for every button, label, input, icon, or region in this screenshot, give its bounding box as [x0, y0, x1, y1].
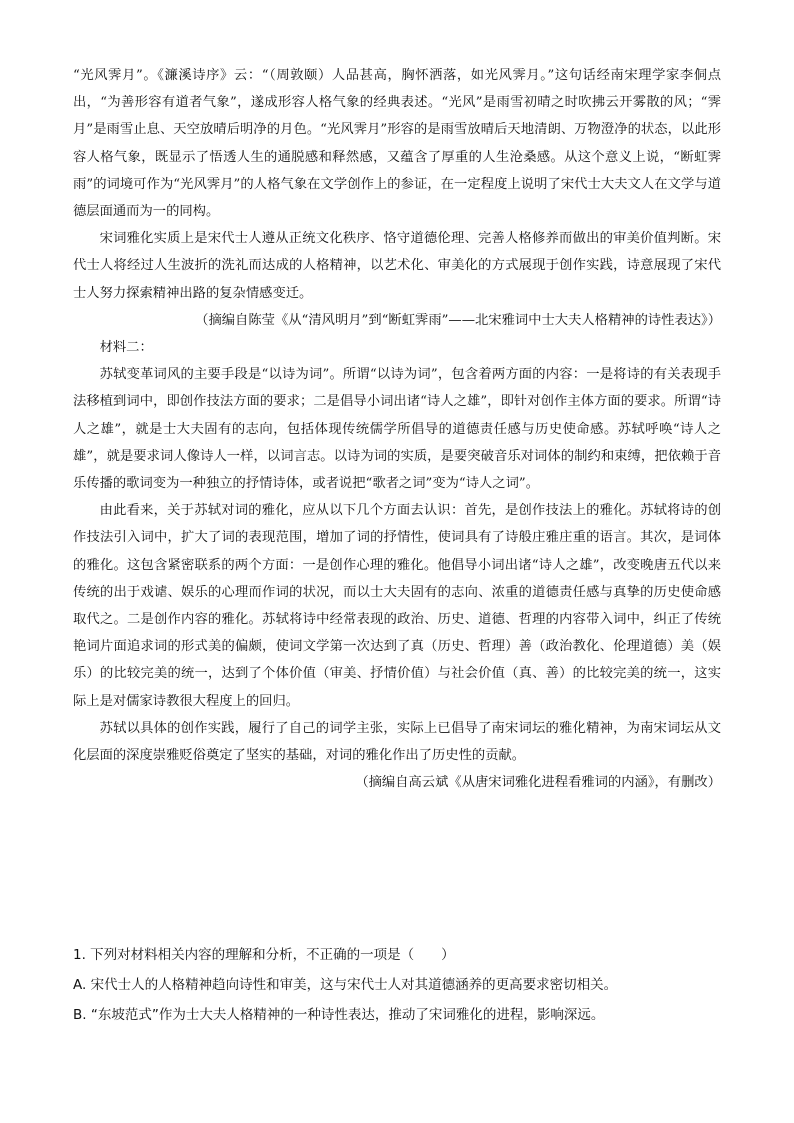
passage-paragraph: 苏轼变革词风的主要手段是“以诗为词”。所谓“以诗为词”，包含着两方面的内容：一是将诗的有关表现手法移植到词中，即创作技法方面的要求；二是倡导小词出诸“诗人之雄”，即针对创作主体方面的要求。所谓“诗人之雄”，就是士大夫固有的志向，包括体现传统儒学所倡导的道德责任感与历史使命感。苏轼呼唤“诗人之雄”，就是要求词人像诗人一样，以词言志。以诗为词的实质，是要突破音乐对词体的制约和束缚，把依赖于音乐传播的歌词变为一种独立的抒情诗体，或者说把“歌者之词”变为“诗人之词”。 [73, 367, 721, 492]
passage-paragraph: 苏轼以具体的创作实践，履行了自己的词学主张，实际上已倡导了南宋词坛的雅化精神，为南宋词坛从文化层面的深度崇雅贬俗奠定了坚实的基础，对词的雅化作出了历史性的贡献。 [73, 720, 721, 764]
passage-paragraph: 由此看来，关于苏轼对词的雅化，应从以下几个方面去认识：首先，是创作技法上的雅化。苏轼将诗的创作技法引入词中，扩大了词的表现范围，增加了词的抒情性，使词具有了诗般庄雅庄重的语言。其次，是词体的雅化。这包含紧密联系的两个方面：一是创作心理的雅化。他倡导小词出诸“诗人之雄”，改变晚唐五代以来传统的出于戏谑、娱乐的心理而作词的状况，而以士大夫固有的志向、浓重的道德责任感与真挚的历史使命感取代之。二是创作内容的雅化。苏轼将诗中经常表现的政治、历史、道德、哲理的内容带入词中，纠正了传统艳词片面追求词的形式美的偏颇，使词文学第一次达到了真（历史、哲理）善（政治教化、伦理道德）美（娱乐）的比较完美的统一，达到了个体价值（审美、抒情价值）与社会价值（真、善）的比较完美的统一，这实际上是对儒家诗教很大程度上的回归。 [73, 503, 721, 709]
option-b: B. “东坡范式”作为士大夫人格精神的一种诗性表达，推动了宋词雅化的进程，影响深远。 [73, 1007, 605, 1023]
question-block [73, 940, 733, 1030]
source-citation: （摘编自陈莹《从“清风明月”到“断虹霁雨”——北宋雅词中士大夫人格精神的诗性表达》） [195, 312, 721, 328]
material-label: 材料二： [99, 340, 153, 356]
source-citation: （摘编自高云斌《从唐宋词雅化进程看雅词的内涵》，有删改） [355, 775, 721, 791]
passage-paragraph: 宋词雅化实质上是宋代士人遵从正统文化秩序、恪守道德伦理、完善人格修养而做出的审美价值判断。宋代士人将经过人生波折的洗礼而达成的人格精神，以艺术化、审美化的方式展现于创作实践，诗意展现了宋代士人努力探索精神出路的复杂情感变迁。 [73, 231, 721, 301]
option-a: A. 宋代士人的人格精神趋向诗性和审美，这与宋代士人对其道德涵养的更高要求密切相关。 [73, 977, 618, 993]
passage-paragraph: “光风霁月”。《濂溪诗序》云：“（周敦颐）人品甚高，胸怀洒落，如光风霁月。”这句话经南宋理学家李侗点出，“为善形容有道者气象”，遂成形容人格气象的经典表述。“光风”是雨雪初晴之时吹拂云开雾散的风；“霁月”是雨雪止息、天空放晴后明净的月色。“光风霁月”形容的是雨雪放晴后天地清朗、万物澄净的状态，以此形容人格气象，既显示了悟透人生的通脱感和释然感，又蕴含了厚重的人生沧桑感。从这个意义上说，“断虹霁雨”的词境可作为“光风霁月”的人格气象在文学创作上的参证，在一定程度上说明了宋代士大夫文人在文学与道德层面通而为一的同构。 [73, 68, 721, 220]
question-stem: 1. 下列对材料相关内容的理解和分析，不正确的一项是（ ） [73, 947, 455, 963]
passage-text [73, 62, 721, 796]
